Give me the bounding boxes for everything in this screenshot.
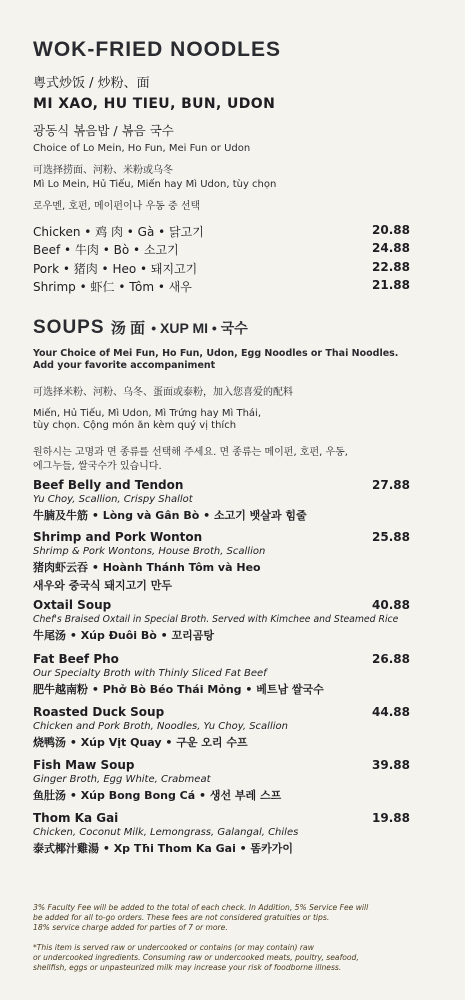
soups-intro-korean-2: 에그누들, 쌀국수가 있습니다.: [33, 461, 162, 472]
wok-choice-vietnamese: Mì Lo Mein, Hủ Tiếu, Miến hay Mì Udon, tùy chọn: [33, 179, 277, 190]
menu-item-price: 20.88: [372, 223, 410, 237]
soups-intro-chinese: 可选择米粉、河粉、乌冬、蛋面或泰粉，加入您喜爱的配料: [33, 387, 293, 398]
soup-item-description: Ginger Broth, Egg White, Crabmeat: [33, 774, 211, 785]
menu-item-price: 21.88: [372, 278, 410, 292]
soup-item-description: Chicken, Coconut Milk, Lemongrass, Galangal, Chiles: [33, 827, 299, 838]
wok-choice-english: Choice of Lo Mein, Ho Fun, Mei Fun or Udon: [33, 143, 251, 154]
fee-notice: [33, 903, 378, 933]
soup-item-translation: 牛腩及牛筋 • Lòng và Gân Bò • 소고기 뱃살과 힘줄: [33, 509, 307, 522]
advisory-line: *This item is served raw or undercooked or contains (or may contain) raw: [33, 943, 314, 952]
soup-item-translation: 烧鸭汤 • Xúp Vịt Quay • 구운 오리 수프: [33, 736, 248, 749]
wok-subtitle-korean: 광동식 볶음밥 / 볶음 국수: [33, 123, 174, 138]
soup-item-translation-2: 새우와 중국식 돼지고기 만두: [33, 579, 172, 592]
soup-item-description: Yu Choy, Scallion, Crispy Shallot: [33, 494, 193, 505]
soups-intro-vietnamese-2: tùy chọn. Cộng món ăn kèm quý vị thích: [33, 420, 237, 431]
menu-item-name: Pork • 猪肉 • Heo • 돼지고기: [33, 262, 198, 276]
wok-choice-chinese: 可选择捞面、河粉、米粉或乌冬: [33, 165, 173, 176]
menu-item-name: Beef • 牛肉 • Bò • 소고기: [33, 243, 179, 257]
menu-item-name: Chicken • 鸡 肉 • Gà • 닭고기: [33, 225, 204, 239]
soup-item-name: Thom Ka Gai: [33, 811, 119, 825]
soup-item: [33, 811, 410, 856]
advisory-line: shellfish, eggs or unpasteurized milk may increase your risk of foodborne illness.: [33, 963, 342, 972]
soup-item: [33, 705, 410, 750]
menu-item: [33, 223, 410, 239]
soup-item: [33, 598, 410, 643]
soups-title-english: SOUPS: [33, 317, 105, 338]
soups-title-chinese: 汤 面: [110, 320, 145, 337]
soup-item-price: 39.88: [372, 758, 410, 772]
soup-item-price: 40.88: [372, 598, 410, 612]
soup-item-translation: 肥牛越南粉 • Phở Bò Béo Thái Mỏng • 베트남 쌀국수: [33, 683, 324, 696]
menu-item: [33, 241, 410, 257]
soups-intro-vietnamese: Miến, Hủ Tiếu, Mì Udon, Mì Trứng hay Mì Thái,: [33, 408, 261, 419]
soup-item-translation: 泰式椰汁雞湯 • Xp Tħi Thom Ka Gai • 똠카가이: [33, 842, 294, 855]
menu-item: [33, 260, 410, 276]
wok-section-title: WOK-FRIED NOODLES: [33, 38, 281, 61]
soup-item-price: 19.88: [372, 811, 410, 825]
soups-intro-english-2: Add your favorite accompaniment: [33, 360, 216, 371]
soup-item-description: Our Specialty Broth with Thinly Sliced Fat Beef: [33, 668, 267, 679]
menu-item-price: 24.88: [372, 241, 410, 255]
soup-item: [33, 530, 410, 593]
soup-item-name: Shrimp and Pork Wonton: [33, 530, 203, 544]
soups-section-title: [33, 317, 248, 339]
soup-item-translation: 鱼肚汤 • Xúp Bong Bong Cá • 생선 부레 스프: [33, 789, 282, 802]
wok-subtitle-vietnamese: MI XAO, HU TIEU, BUN, UDON: [33, 96, 276, 112]
advisory-line: or undercooked ingredients. Consuming raw or undercooked meats, poultry, seafood,: [33, 953, 359, 962]
soup-item-translation: 猪肉虾云吞 • Hoành Thánh Tôm và Heo: [33, 561, 261, 574]
soups-intro-english: Your Choice of Mei Fun, Ho Fun, Udon, Egg Noodles or Thai Noodles.: [33, 348, 399, 359]
soup-item-description: Chef's Braised Oxtail in Special Broth. Served with Kimchee and Steamed Rice: [33, 614, 399, 625]
soup-item-name: Roasted Duck Soup: [33, 705, 165, 719]
soup-item-name: Oxtail Soup: [33, 598, 112, 612]
soup-item-price: 25.88: [372, 530, 410, 544]
soup-item-price: 44.88: [372, 705, 410, 719]
soups-title-rest: • XUP MI • 국수: [151, 320, 248, 336]
soup-item-price: 26.88: [372, 652, 410, 666]
soup-item-name: Beef Belly and Tendon: [33, 478, 184, 492]
soups-intro-korean: 원하시는 고명과 면 종류를 선택해 주세요. 면 종류는 메이펀, 호펀, 우동,: [33, 447, 348, 458]
soup-item: [33, 478, 410, 523]
menu-item-name: Shrimp • 虾仁 • Tôm • 새우: [33, 280, 192, 294]
soup-item: [33, 652, 410, 697]
soup-item-price: 27.88: [372, 478, 410, 492]
fee-notice-line: be added for all to-go orders. These fees are not considered gratuities or tips.: [33, 913, 330, 922]
soup-item-translation: 牛尾汤 • Xúp Đuôi Bò • 꼬리곰탕: [33, 629, 215, 642]
fee-notice-line: 3% Faculty Fee will be added to the total of each check. In Addition, 5% Service Fee will: [33, 903, 369, 912]
wok-choice-korean: 로우멘, 호펀, 메이펀이나 우동 중 선택: [33, 201, 201, 212]
wok-subtitle-chinese: 粤式炒饭 / 炒粉、面: [33, 76, 150, 91]
soup-item-name: Fat Beef Pho: [33, 652, 119, 666]
soup-item-description: Shrimp & Pork Wontons, House Broth, Scallion: [33, 546, 266, 557]
soup-item-name: Fish Maw Soup: [33, 758, 135, 772]
consumer-advisory: [33, 943, 378, 973]
fee-notice-line: 18% service charge added for parties of 7 or more.: [33, 923, 228, 932]
soup-item-description: Chicken and Pork Broth, Noodles, Yu Choy, Scallion: [33, 721, 288, 732]
soup-item: [33, 758, 410, 803]
menu-item: [33, 278, 410, 294]
menu-item-price: 22.88: [372, 260, 410, 274]
